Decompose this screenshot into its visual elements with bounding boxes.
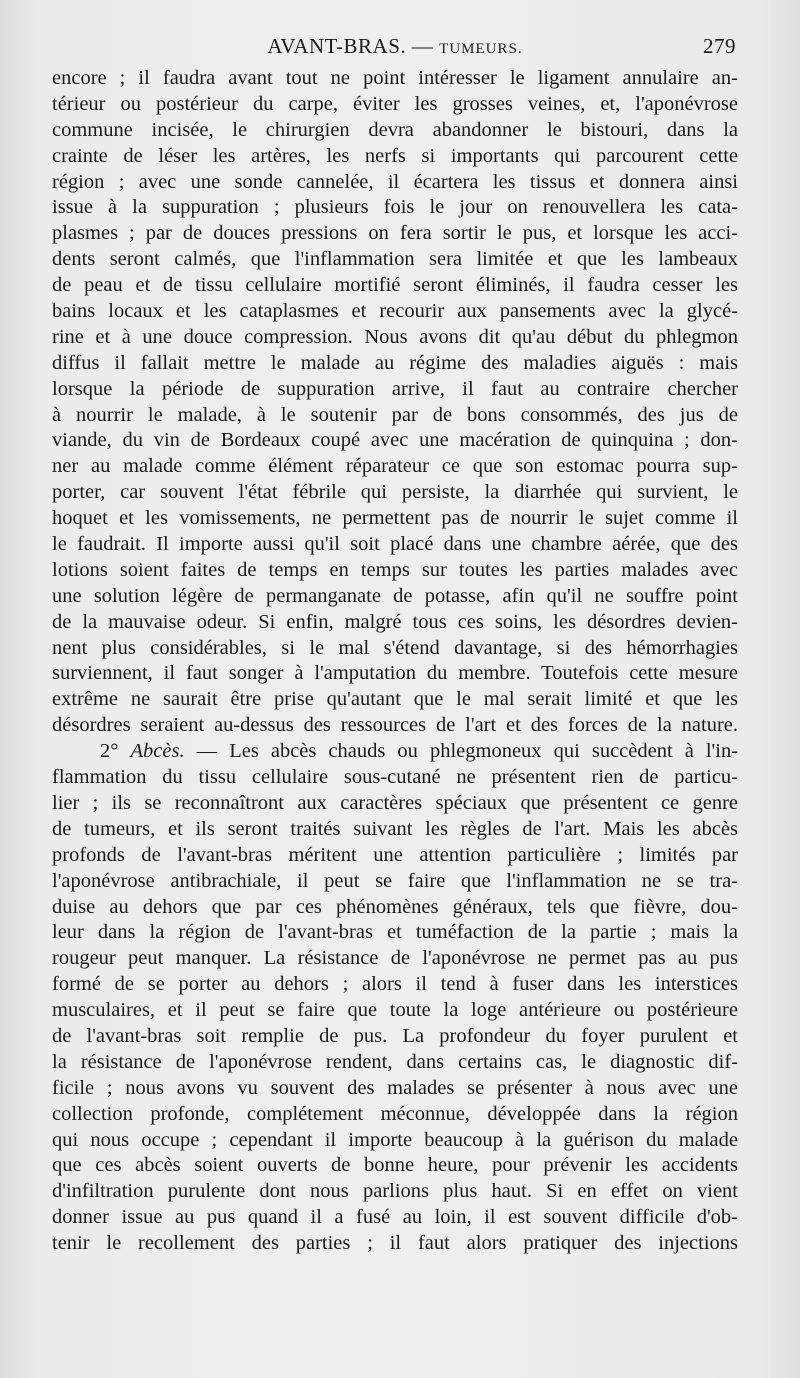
text-line: collection profonde, complétement méconnue, développée dans la région — [52, 1102, 738, 1125]
running-header — [52, 30, 738, 62]
section-heading-line — [52, 739, 738, 765]
section-title: Abcès. — [130, 740, 185, 763]
text-line: duise au dehors que par ces phénomènes généraux, tels que fièvre, dou- — [52, 895, 738, 918]
text-line: de la mauvaise odeur. Si enfin, malgré tous ces soins, les désordres devien- — [52, 610, 738, 633]
text-line: porter, car souvent l'état fébrile qui persiste, la diarrhée qui survient, le — [52, 481, 738, 504]
body-text — [52, 66, 738, 1257]
text-line: musculaires, et il peut se faire que toute la loge antérieure ou postérieure — [52, 999, 738, 1022]
text-line: issue à la suppuration ; plusieurs fois le jour on renouvellera les cata- — [52, 196, 738, 219]
text-line: plasmes ; par de douces pressions on fera sortir le pus, et lorsque les acci- — [52, 222, 738, 245]
text-line: ner au malade comme élément réparateur ce que son estomac pourra sup- — [52, 455, 738, 478]
text-line: ficile ; nous avons vu souvent des malades se présenter à nous avec une — [52, 1076, 738, 1099]
page-number: 279 — [703, 34, 736, 58]
text-line: le faudrait. Il importe aussi qu'il soit placé dans une chambre aérée, que des — [52, 533, 738, 556]
text-line: d'infiltration purulente dont nous parlions plus haut. Si en effet on vient — [52, 1180, 738, 1203]
running-title — [52, 30, 738, 65]
text-line: de tumeurs, et ils seront traités suivant les règles de l'art. Mais les abcès — [52, 817, 738, 840]
text-line: l'aponévrose antibrachiale, il peut se faire que l'inflammation ne se tra- — [52, 869, 738, 892]
text-line: diffus il fallait mettre le malade au régime des maladies aiguës : mais — [52, 351, 738, 374]
text-line: bains locaux et les cataplasmes et recourir aux pansements avec la glycé- — [52, 300, 738, 323]
running-title-section: TUMEURS. — [439, 41, 523, 57]
text-line: dents seront calmés, que l'inflammation sera limitée et que les lambeaux — [52, 248, 738, 271]
text-line: de l'avant-bras soit remplie de pus. La profondeur du foyer purulent et — [52, 1024, 738, 1047]
text-line: donner issue au pus quand il a fusé au loin, il est souvent difficile d'ob- — [52, 1206, 738, 1229]
running-title-main: AVANT-BRAS. — [267, 34, 407, 58]
text-line: commune incisée, le chirurgien devra abandonner le bistouri, dans la — [52, 118, 738, 141]
text-line: la résistance de l'aponévrose rendent, dans certains cas, le diagnostic dif- — [52, 1050, 738, 1073]
text-line: région ; avec une sonde cannelée, il écartera les tissus et donnera ainsi — [52, 170, 738, 193]
text-line: viande, du vin de Bordeaux coupé avec une macération de quinquina ; don- — [52, 429, 738, 452]
section-number: 2° — [100, 740, 119, 763]
text-line: nent plus considérables, si le mal s'étend davantage, si des hémorrhagies — [52, 636, 738, 659]
text-line: flammation du tissu cellulaire sous-cutané ne présentent rien de particu- — [52, 766, 738, 789]
text-line: qui nous occupe ; cependant il importe beaucoup à la guérison du malade — [52, 1128, 738, 1151]
section-first-line-text: — Les abcès chauds ou phlegmoneux qui succèdent à l'in- — [196, 740, 739, 763]
text-line: désordres seraient au-dessus des ressources de l'art et des forces de la nature. — [52, 714, 738, 737]
text-line: profonds de l'avant-bras méritent une attention particulière ; limités par — [52, 843, 738, 866]
running-title-dash: — — [411, 34, 434, 58]
text-line: rine et à une douce compression. Nous avons dit qu'au début du phlegmon — [52, 325, 738, 348]
text-line: à nourrir le malade, à le soutenir par de bons consommés, des jus de — [52, 403, 738, 426]
text-line: lier ; ils se reconnaîtront aux caractères spéciaux que présentent ce genre — [52, 791, 738, 814]
text-line: extrême ne saurait être prise qu'autant que le mal serait limité et que les — [52, 688, 738, 711]
text-line: crainte de léser les artères, les nerfs si importants qui parcourent cette — [52, 144, 738, 167]
text-line: rougeur peut manquer. La résistance de l'aponévrose ne permet pas au pus — [52, 947, 738, 970]
text-line: une solution légère de permanganate de potasse, afin qu'il ne souffre point — [52, 584, 738, 607]
text-line: de peau et de tissu cellulaire mortifié seront éliminés, il faudra cesser les — [52, 274, 738, 297]
text-line: que ces abcès soient ouverts de bonne heure, pour prévenir les accidents — [52, 1154, 738, 1177]
text-line: tenir le recollement des parties ; il faut alors pratiquer des injections — [52, 1232, 738, 1255]
text-line: lorsque la période de suppuration arrive, il faut au contraire chercher — [52, 377, 738, 400]
text-line: leur dans la région de l'avant-bras et tuméfaction de la partie ; mais la — [52, 921, 738, 944]
text-line: térieur ou postérieur du carpe, éviter les grosses veines, et, l'aponévrose — [52, 92, 738, 115]
text-line: formé de se porter au dehors ; alors il tend à fuser dans les interstices — [52, 973, 738, 996]
text-line: encore ; il faudra avant tout ne point intéresser le ligament annulaire an- — [52, 67, 738, 89]
text-line: lotions soient faites de temps en temps sur toutes les parties malades avec — [52, 558, 738, 581]
text-line: hoquet et les vomissements, ne permettent pas de nourrir le sujet comme il — [52, 507, 738, 530]
text-line: surviennent, il faut songer à l'amputation du membre. Toutefois cette mesure — [52, 662, 738, 685]
